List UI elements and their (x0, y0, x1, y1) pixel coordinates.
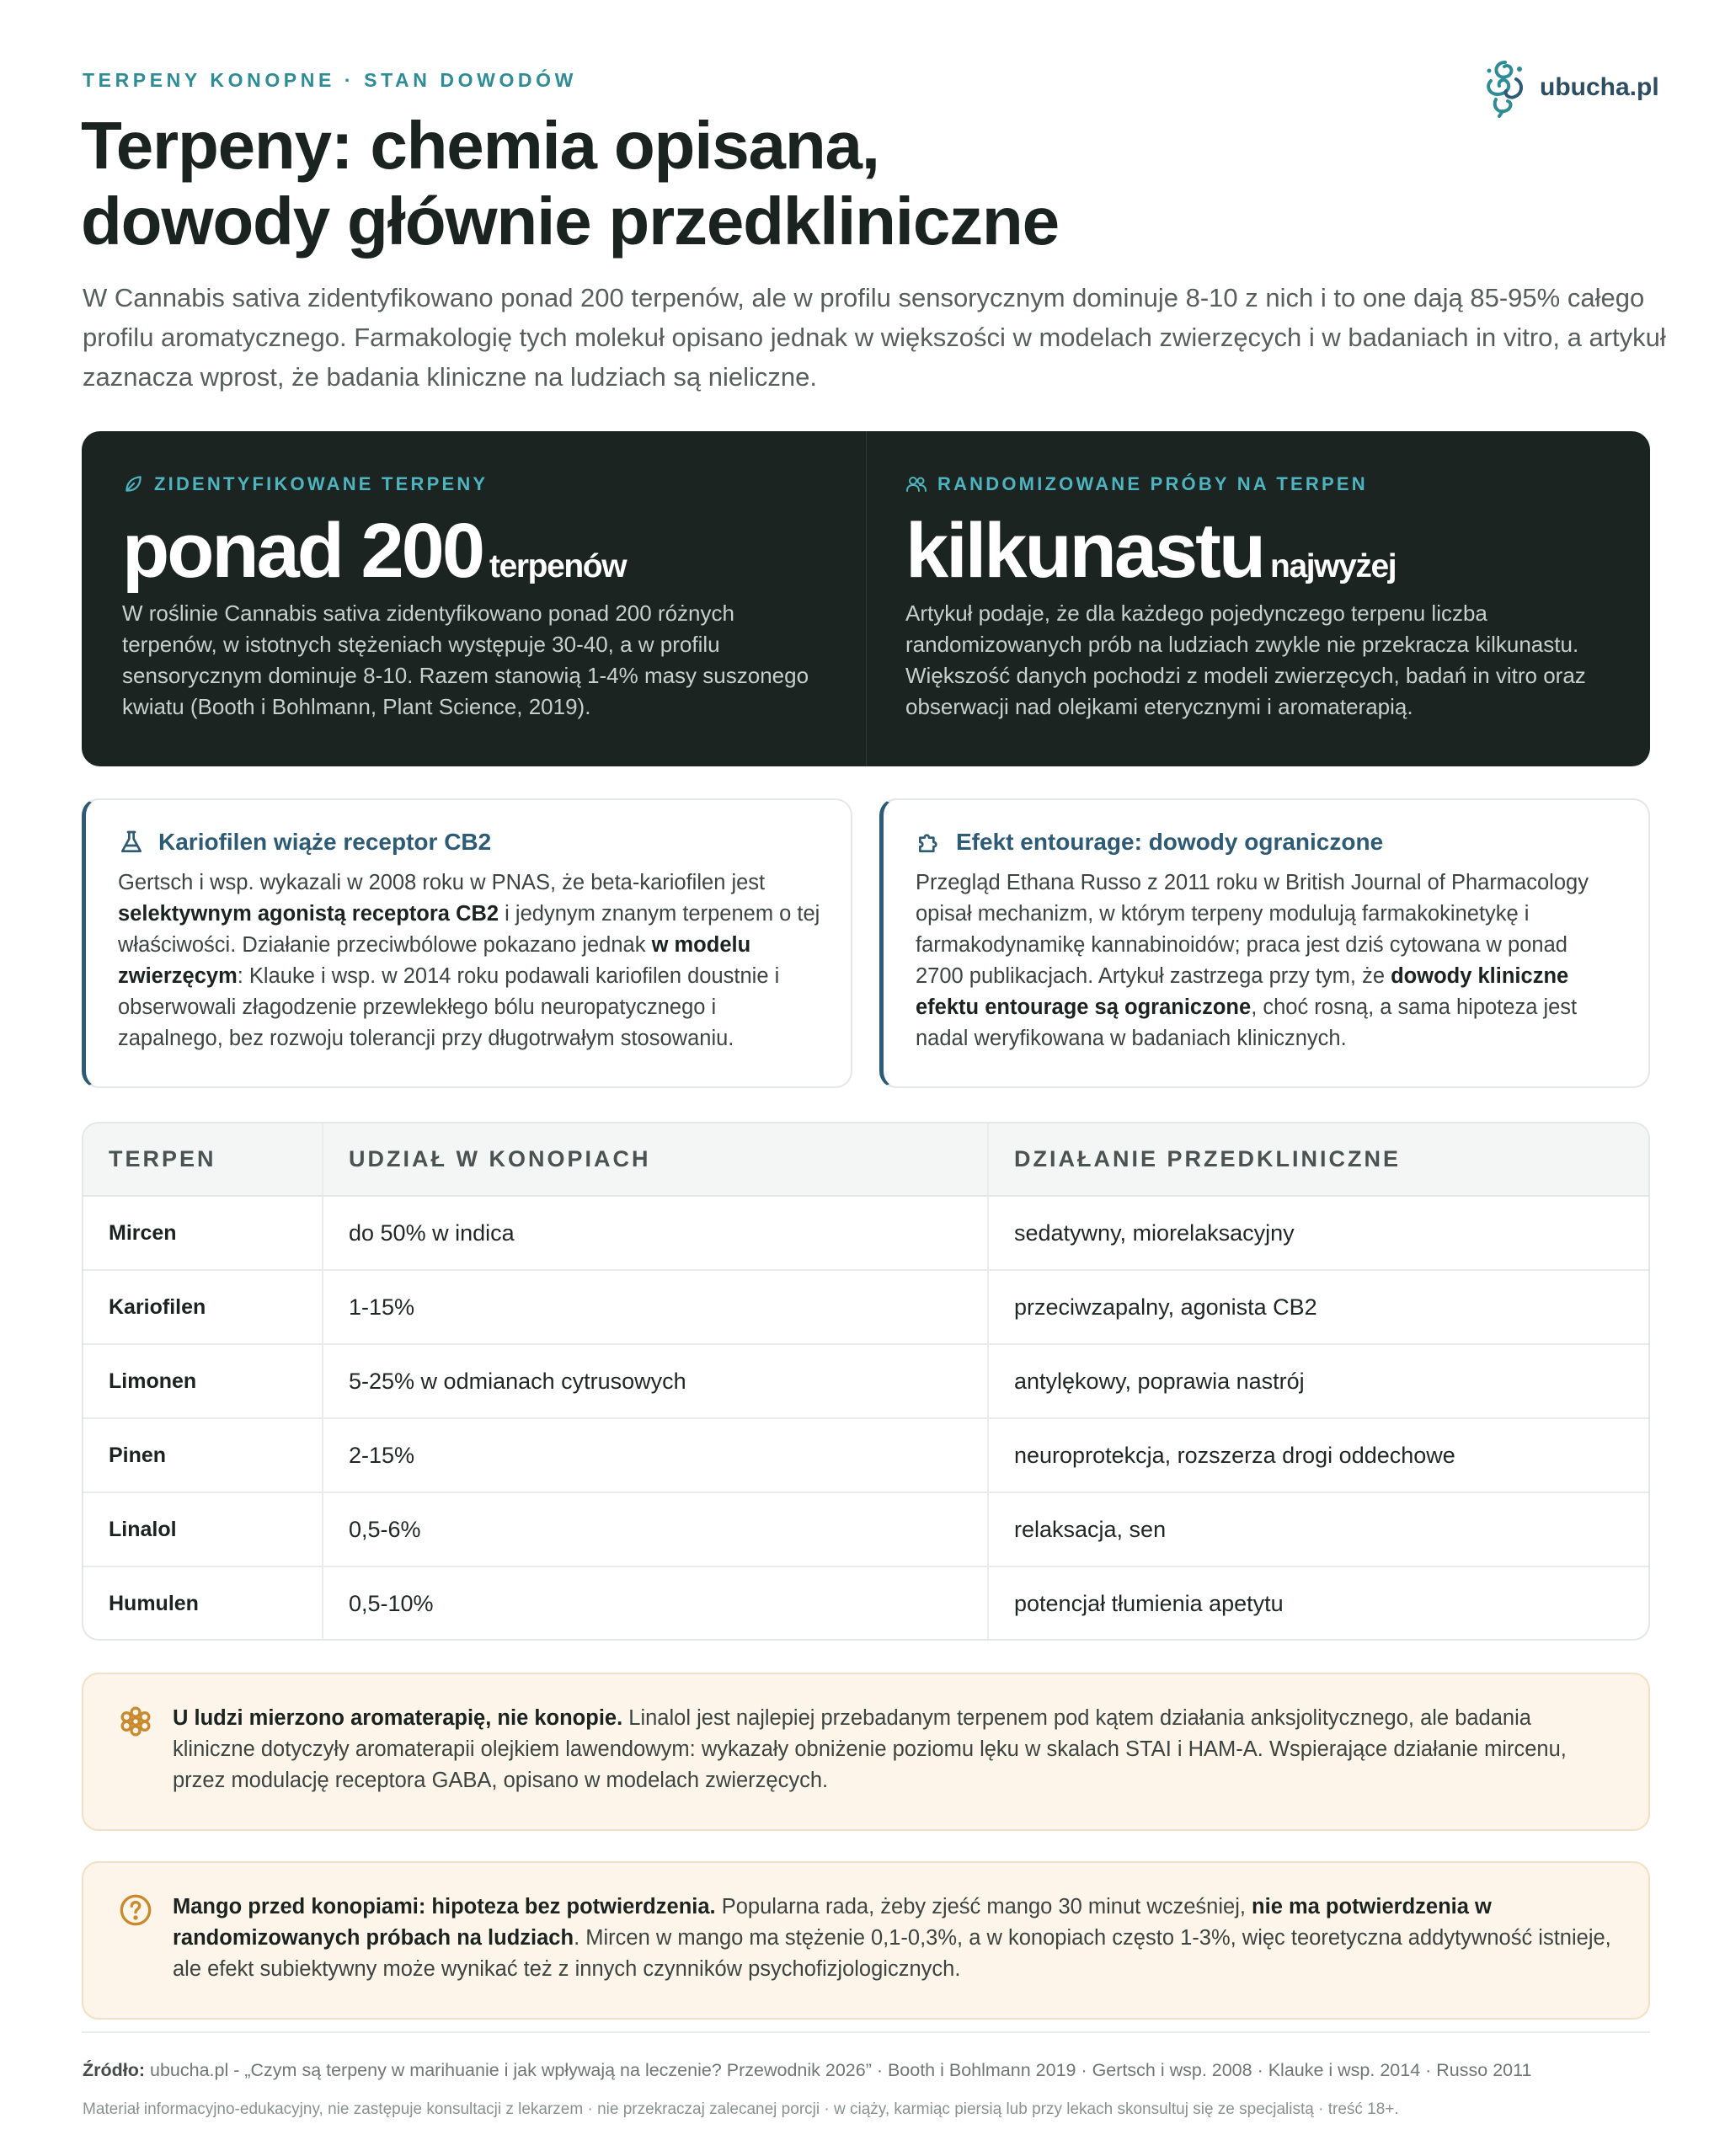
stat-label (905, 473, 1611, 495)
note-body: Popularna rada, żeby zjeść mango 30 minut wcześniej, (715, 1895, 1252, 1919)
column-header: TERPEN (83, 1123, 323, 1196)
card-emphasis: dowody kliniczne efektu entourage są ograniczone (916, 964, 1569, 1019)
table-row (83, 1344, 1648, 1418)
terpene-effect: przeciwzapalny, agonista CB2 (988, 1270, 1648, 1344)
card-entourage (879, 798, 1650, 1088)
card-body (916, 867, 1618, 1054)
table-row (83, 1196, 1648, 1270)
note-emphasis: nie ma potwierdzenia w randomizowanych próbach na ludziach (173, 1895, 1492, 1950)
terpene-share: 0,5-6% (323, 1492, 988, 1566)
source-text: ubucha.pl - „Czym są terpeny w marihuanie i jak wpływają na leczenie? Przewodnik 2026” · Booth i Bohlmann 2019 · Gertsch i wsp. 2008 · Klauke i wsp. 2014 · Russo 2011 (145, 2060, 1532, 2080)
card-emphasis: selektywnym agonistą receptora CB2 (118, 902, 499, 926)
terpene-share: 5-25% w odmianach cytrusowych (323, 1344, 988, 1418)
terpene-name: Linalol (83, 1492, 323, 1566)
title-line-2: dowody głównie przedkliniczne (81, 184, 1059, 259)
stat-description: Artykuł podaje, że dla każdego pojedynczego terpenu liczba randomizowanych prób na ludziach zwykle nie przekracza kilkunastu. Większość danych pochodzi z modeli zwierzęcych, badań in vitro oraz obserwacji nad olejkami eterycznymi i aromaterapią. (905, 600, 1586, 719)
terpene-name: Kariofilen (83, 1270, 323, 1344)
footer-divider (82, 2031, 1650, 2033)
note-mango (82, 1861, 1650, 2020)
question-icon (119, 1893, 152, 1927)
terpene-share: 0,5-10% (323, 1566, 988, 1641)
logo-text: ubucha.pl (1540, 73, 1659, 101)
card-caryophyllene (82, 798, 852, 1088)
kicker: TERPENY KONOPNE · STAN DOWODÓW (83, 69, 577, 91)
card-header (916, 825, 1618, 859)
disclaimer: Materiał informacyjno-edukacyjny, nie zastępuje konsultacji z lekarzem · nie przekraczaj zalecanej porcji · w ciąży, karmiąc piersią lub przy lekach skonsultuj się ze specjalistą · treść 18+. (83, 2100, 1399, 2118)
terpene-effect: neuroprotekcja, rozszerza drogi oddechowe (988, 1418, 1648, 1492)
stat-unit: terpenów (489, 548, 627, 584)
card-text: Gertsch i wsp. wykazali w 2008 roku w PNAS, że beta-kariofilen jest (118, 871, 766, 894)
note-aromatherapy (82, 1673, 1650, 1831)
terpene-table (82, 1122, 1650, 1641)
terpene-name: Limonen (83, 1344, 323, 1418)
stat-unit: najwyżej (1270, 548, 1397, 584)
lead-paragraph: W Cannabis sativa zidentyfikowano ponad 200 terpenów, ale w profilu sensorycznym dominuje 8-10 z nich i to one dają 85-95% całego profilu aromatycznego. Farmakologię tych molekuł opisano jednak w większości w modelach zwierzęcych i w badaniach in vitro, a artykuł zaznacza wprost, że badania kliniczne na ludziach są nieliczne. (83, 283, 1666, 392)
stat-value-row (122, 507, 827, 595)
stat-terpenes (82, 431, 866, 766)
table-header-row (83, 1123, 1648, 1196)
note-body: Linalol jest najlepiej przebadanym terpenem pod kątem działania anksjolitycznego, ale badania kliniczne dotyczyły aromaterapii olejkiem lawendowym: wykazały obniżenie poziomu lęku w skalach STAI i HAM-A. Wspierające działanie mircenu, przez modulację receptora GABA, opisano w modelach zwierzęcych. (173, 1706, 1567, 1792)
evidence-cards (82, 798, 1650, 1088)
source-label: Źródło: (83, 2060, 146, 2080)
terpene-effect: antylękowy, poprawia nastrój (988, 1344, 1648, 1418)
terpene-effect: potencjał tłumienia apetytu (988, 1566, 1648, 1641)
leaf-icon (122, 473, 144, 495)
terpene-share: 2-15% (323, 1418, 988, 1492)
stat-trials (866, 431, 1650, 766)
card-text: , choć rosną, a sama hipoteza jest nadal weryfikowana w badaniach klinicznych. (916, 995, 1578, 1050)
terpene-share: do 50% w indica (323, 1196, 988, 1270)
stat-value: kilkunastu (905, 508, 1264, 594)
stat-label-text: RANDOMIZOWANE PRÓBY NA TERPEN (937, 473, 1368, 494)
stat-value: ponad 200 (122, 508, 483, 594)
card-header (118, 825, 820, 859)
card-text: i jedynym znanym terpenem o tej właściwości. Działanie przeciwbólowe pokazano jednak (118, 902, 820, 957)
stat-label (122, 473, 827, 495)
note-emphasis: U ludzi mierzono aromaterapię, nie konopie. (173, 1706, 623, 1730)
terpene-effect: sedatywny, miorelaksacyjny (988, 1196, 1648, 1270)
card-emphasis: w modelu zwierzęcym (118, 933, 751, 988)
table-row (83, 1566, 1648, 1641)
table-row (83, 1418, 1648, 1492)
terpene-name: Humulen (83, 1566, 323, 1641)
stats-panel (82, 431, 1650, 766)
flower-icon (119, 1705, 152, 1738)
puzzle-icon (916, 829, 943, 856)
terpene-name: Pinen (83, 1418, 323, 1492)
terpene-effect: relaksacja, sen (988, 1492, 1648, 1566)
stat-value-row (905, 507, 1611, 595)
stat-label-text: ZIDENTYFIKOWANE TERPENY (154, 473, 489, 494)
card-body (118, 867, 820, 1054)
terpene-share: 1-15% (323, 1270, 988, 1344)
column-header: UDZIAŁ W KONOPIACH (323, 1123, 988, 1196)
flask-icon (118, 829, 145, 856)
page-title (81, 108, 1597, 259)
users-icon (905, 473, 927, 495)
table-row (83, 1492, 1648, 1566)
column-header: DZIAŁANIE PRZEDKLINICZNE (988, 1123, 1648, 1196)
terpene-name: Mircen (109, 1220, 177, 1245)
card-text: : Klauke i wsp. w 2014 roku podawali kariofilen doustnie i obserwowali złagodzenie przewlekłego bólu neuropatycznego i zapalnego, bez rozwoju tolerancji przy długotrwałym stosowaniu. (118, 964, 780, 1050)
note-body: . Mircen w mango ma stężenie 0,1-0,3%, a w konopiach często 1-3%, więc teoretyczna addytywność istnieje, ale efekt subiektywny może wynikać też z innych czynników psychofizjologicznych. (173, 1926, 1611, 1981)
note-text (173, 1703, 1615, 1829)
card-text: Przegląd Ethana Russo z 2011 roku w British Journal of Pharmacology opisał mechanizm, w którym terpeny modulują farmakokinetykę i farmakodynamikę kannabinoidów; praca jest dziś cytowana w ponad 2700 publikacjach. Artykuł zastrzega przy tym, że (916, 871, 1589, 988)
source-line (83, 2060, 1666, 2081)
card-title: Efekt entourage: dowody ograniczone (956, 829, 1384, 855)
stat-description: W roślinie Cannabis sativa zidentyfikowano ponad 200 różnych terpenów, w istotnych stężeniach występuje 30-40, a w profilu sensorycznym dominuje 8-10. Razem stanowią 1-4% masy suszonego kwiatu (Booth i Bohlmann, Plant Science, 2019). (122, 600, 809, 719)
card-title: Kariofilen wiąże receptor CB2 (158, 829, 492, 855)
note-text (173, 1892, 1615, 2018)
table-row (83, 1270, 1648, 1344)
title-line-1: Terpeny: chemia opisana, (81, 108, 879, 183)
note-emphasis: Mango przed konopiami: hipoteza bez potwierdzenia. (173, 1895, 716, 1919)
